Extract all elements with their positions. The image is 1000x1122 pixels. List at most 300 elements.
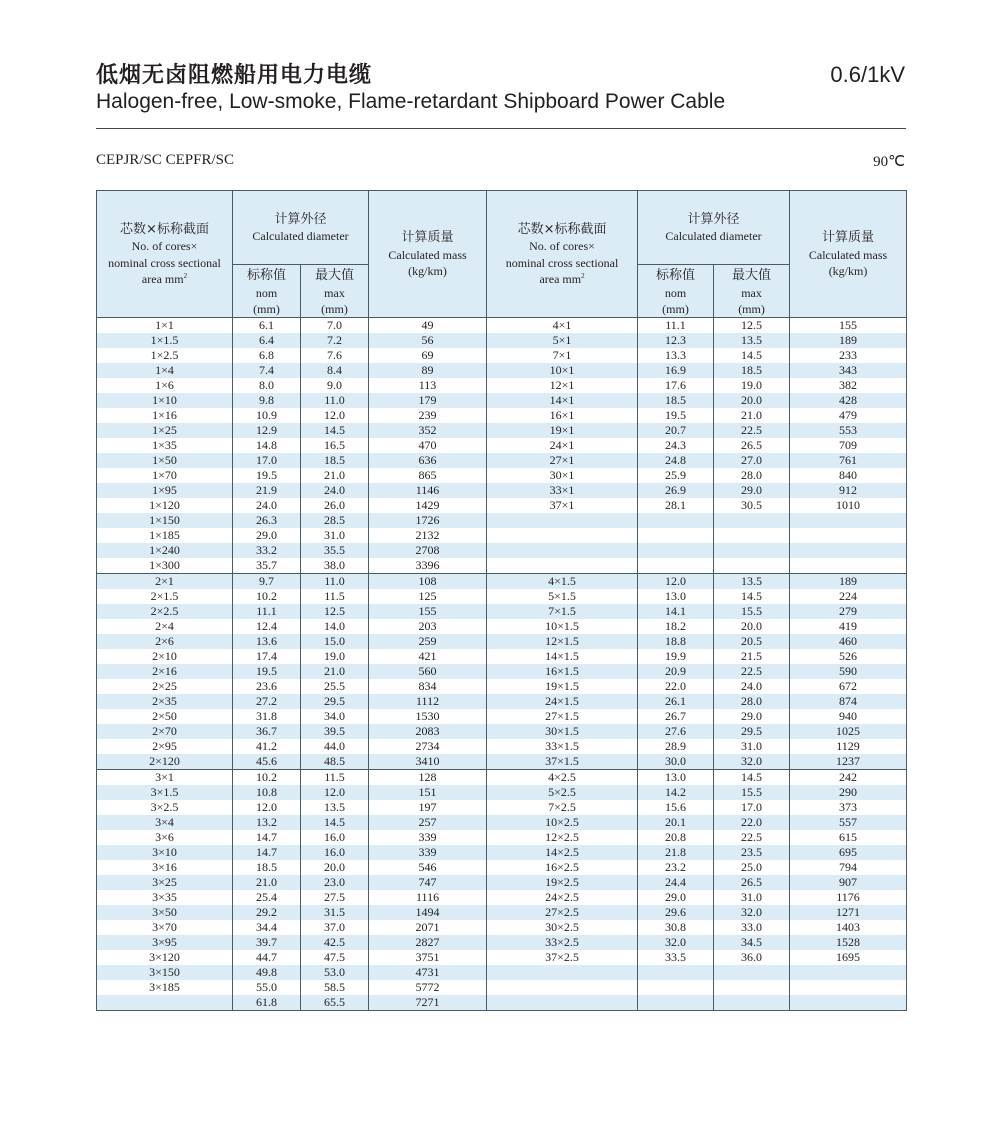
cell-cores-right: 16×1.5 — [487, 664, 638, 679]
cell-cores-left: 1×10 — [97, 393, 233, 408]
cell-nom-left: 12.9 — [233, 423, 301, 438]
cell-cores-left: 3×4 — [97, 815, 233, 830]
cell-mass-left: 1112 — [369, 694, 487, 709]
cell-mass-right: 419 — [790, 619, 907, 634]
cell-cores-right: 10×2.5 — [487, 815, 638, 830]
cell-cores-right: 16×1 — [487, 408, 638, 423]
cell-nom-left: 21.9 — [233, 483, 301, 498]
cell-nom-left: 39.7 — [233, 935, 301, 950]
cell-cores-left: 3×6 — [97, 830, 233, 845]
cell-nom-right — [638, 558, 714, 574]
cell-max-left: 12.0 — [301, 408, 369, 423]
cell-mass-right: 1237 — [790, 754, 907, 770]
cell-nom-right: 19.9 — [638, 649, 714, 664]
cell-mass-left: 636 — [369, 453, 487, 468]
cell-cores-right: 5×1.5 — [487, 589, 638, 604]
cell-nom-left: 17.0 — [233, 453, 301, 468]
cell-mass-right: 526 — [790, 649, 907, 664]
cell-nom-right: 21.8 — [638, 845, 714, 860]
cell-max-right — [714, 543, 790, 558]
cell-cores-left: 1×50 — [97, 453, 233, 468]
cell-mass-right: 615 — [790, 830, 907, 845]
cell-cores-left: 3×50 — [97, 905, 233, 920]
cell-max-right: 33.0 — [714, 920, 790, 935]
table-row — [97, 438, 907, 453]
cell-cores-left: 3×10 — [97, 845, 233, 860]
table-row — [97, 634, 907, 649]
table-row — [97, 830, 907, 845]
cell-nom-right: 13.3 — [638, 348, 714, 363]
cell-max-right: 18.5 — [714, 363, 790, 378]
cell-mass-left: 49 — [369, 317, 487, 333]
cell-cores-left: 1×1 — [97, 317, 233, 333]
cell-max-right: 25.0 — [714, 860, 790, 875]
cell-nom-left: 45.6 — [233, 754, 301, 770]
cell-max-left: 11.5 — [301, 769, 369, 785]
header-mass-left: 计算质量 Calculated mass (kg/km) — [369, 191, 487, 318]
cell-cores-left: 3×150 — [97, 965, 233, 980]
cell-mass-right — [790, 543, 907, 558]
cell-max-left: 26.0 — [301, 498, 369, 513]
table-row — [97, 995, 907, 1011]
cell-nom-left: 31.8 — [233, 709, 301, 724]
cell-mass-left: 108 — [369, 573, 487, 589]
cell-mass-right — [790, 513, 907, 528]
cell-mass-left: 2083 — [369, 724, 487, 739]
cell-cores-right — [487, 543, 638, 558]
cell-mass-left: 125 — [369, 589, 487, 604]
cell-max-left: 14.5 — [301, 815, 369, 830]
cell-cores-right: 27×1 — [487, 453, 638, 468]
cell-max-right: 20.0 — [714, 619, 790, 634]
cell-max-left: 27.5 — [301, 890, 369, 905]
cell-nom-left: 10.8 — [233, 785, 301, 800]
cell-nom-left: 14.7 — [233, 830, 301, 845]
cell-mass-right: 1271 — [790, 905, 907, 920]
cell-mass-right: 907 — [790, 875, 907, 890]
cell-max-left: 31.0 — [301, 528, 369, 543]
table-row — [97, 920, 907, 935]
cell-max-right: 28.0 — [714, 694, 790, 709]
cell-mass-right: 590 — [790, 664, 907, 679]
cell-max-left: 24.0 — [301, 483, 369, 498]
cell-mass-right: 382 — [790, 378, 907, 393]
cell-max-left: 9.0 — [301, 378, 369, 393]
cell-mass-left: 4731 — [369, 965, 487, 980]
cell-cores-right: 12×1 — [487, 378, 638, 393]
cell-max-left: 42.5 — [301, 935, 369, 950]
table-row — [97, 739, 907, 754]
cell-cores-right: 24×1 — [487, 438, 638, 453]
cell-cores-right: 33×2.5 — [487, 935, 638, 950]
cell-nom-left: 14.7 — [233, 845, 301, 860]
cell-max-right — [714, 528, 790, 543]
cell-nom-right: 22.0 — [638, 679, 714, 694]
voltage-rating: 0.6/1kV — [830, 62, 905, 87]
table-row — [97, 483, 907, 498]
cell-max-left: 7.2 — [301, 333, 369, 348]
cell-max-left: 58.5 — [301, 980, 369, 995]
cell-nom-right: 30.8 — [638, 920, 714, 935]
table-row — [97, 528, 907, 543]
table-row — [97, 754, 907, 770]
cell-mass-right: 233 — [790, 348, 907, 363]
cell-max-left: 53.0 — [301, 965, 369, 980]
cell-mass-left: 1429 — [369, 498, 487, 513]
cell-cores-right: 12×1.5 — [487, 634, 638, 649]
cell-cores-left: 1×120 — [97, 498, 233, 513]
cell-mass-left: 89 — [369, 363, 487, 378]
cell-mass-right: 840 — [790, 468, 907, 483]
table-row — [97, 589, 907, 604]
cell-cores-right: 16×2.5 — [487, 860, 638, 875]
table-row — [97, 498, 907, 513]
cell-nom-left: 13.6 — [233, 634, 301, 649]
cell-cores-left: 1×35 — [97, 438, 233, 453]
cell-nom-left: 49.8 — [233, 965, 301, 980]
cell-nom-right: 14.2 — [638, 785, 714, 800]
cell-cores-left: 3×1 — [97, 769, 233, 785]
cell-cores-right: 33×1 — [487, 483, 638, 498]
cell-nom-left: 21.0 — [233, 875, 301, 890]
cell-nom-left: 8.0 — [233, 378, 301, 393]
table-row — [97, 408, 907, 423]
cell-max-left: 15.0 — [301, 634, 369, 649]
cell-mass-right: 155 — [790, 317, 907, 333]
cell-mass-right: 279 — [790, 604, 907, 619]
cell-max-left: 34.0 — [301, 709, 369, 724]
cell-cores-right: 37×2.5 — [487, 950, 638, 965]
cell-cores-left: 2×95 — [97, 739, 233, 754]
cell-mass-left: 1530 — [369, 709, 487, 724]
cell-cores-left: 3×95 — [97, 935, 233, 950]
cell-nom-right: 26.9 — [638, 483, 714, 498]
cell-nom-left: 10.2 — [233, 769, 301, 785]
table-row — [97, 363, 907, 378]
cell-cores-left: 2×120 — [97, 754, 233, 770]
cell-nom-left: 7.4 — [233, 363, 301, 378]
cell-mass-right: 1176 — [790, 890, 907, 905]
page-title-en: Halogen-free, Low-smoke, Flame-retardant Shipboard Power Cable — [96, 90, 726, 113]
cell-max-left: 13.5 — [301, 800, 369, 815]
spec-table — [96, 190, 907, 1011]
cell-cores-right: 5×2.5 — [487, 785, 638, 800]
cell-nom-right — [638, 543, 714, 558]
cell-max-right: 26.5 — [714, 438, 790, 453]
cell-cores-right — [487, 965, 638, 980]
cell-nom-right: 11.1 — [638, 317, 714, 333]
table-row — [97, 980, 907, 995]
cell-max-left: 65.5 — [301, 995, 369, 1011]
cell-max-left: 16.5 — [301, 438, 369, 453]
cell-cores-left: 3×16 — [97, 860, 233, 875]
cell-mass-right: 557 — [790, 815, 907, 830]
cell-max-right: 36.0 — [714, 950, 790, 965]
cell-max-right: 32.0 — [714, 905, 790, 920]
cell-nom-right: 12.3 — [638, 333, 714, 348]
cell-mass-right: 479 — [790, 408, 907, 423]
cell-max-right: 22.5 — [714, 423, 790, 438]
cell-max-left: 35.5 — [301, 543, 369, 558]
table-row — [97, 423, 907, 438]
cell-max-left: 23.0 — [301, 875, 369, 890]
cell-cores-left: 1×2.5 — [97, 348, 233, 363]
cell-cores-right: 24×1.5 — [487, 694, 638, 709]
cell-nom-left: 13.2 — [233, 815, 301, 830]
cell-max-right: 30.5 — [714, 498, 790, 513]
cell-mass-right: 242 — [790, 769, 907, 785]
cell-max-left: 7.0 — [301, 317, 369, 333]
cell-cores-left: 1×70 — [97, 468, 233, 483]
header-diameter-right: 计算外径 Calculated diameter — [638, 191, 790, 265]
cell-cores-right: 19×1 — [487, 423, 638, 438]
cell-max-right: 13.5 — [714, 573, 790, 589]
cell-max-left: 14.0 — [301, 619, 369, 634]
cell-cores-right: 33×1.5 — [487, 739, 638, 754]
cell-max-left: 16.0 — [301, 830, 369, 845]
cell-nom-right — [638, 513, 714, 528]
table-row — [97, 378, 907, 393]
cell-cores-right: 37×1.5 — [487, 754, 638, 770]
cell-cores-left: 2×4 — [97, 619, 233, 634]
cell-cores-left: 1×4 — [97, 363, 233, 378]
cell-cores-right: 30×2.5 — [487, 920, 638, 935]
cell-nom-left: 24.0 — [233, 498, 301, 513]
cell-mass-left: 197 — [369, 800, 487, 815]
table-row — [97, 800, 907, 815]
cell-cores-left: 1×300 — [97, 558, 233, 574]
cell-cores-right: 7×2.5 — [487, 800, 638, 815]
cell-cores-left: 3×70 — [97, 920, 233, 935]
table-row — [97, 950, 907, 965]
cell-nom-right: 24.4 — [638, 875, 714, 890]
cell-mass-right: 1528 — [790, 935, 907, 950]
cell-nom-right: 28.1 — [638, 498, 714, 513]
cell-cores-right: 30×1 — [487, 468, 638, 483]
cell-mass-right: 1025 — [790, 724, 907, 739]
cell-nom-left: 61.8 — [233, 995, 301, 1011]
cell-max-left: 16.0 — [301, 845, 369, 860]
table-row — [97, 890, 907, 905]
cell-mass-left: 239 — [369, 408, 487, 423]
table-row — [97, 905, 907, 920]
cell-nom-left: 36.7 — [233, 724, 301, 739]
cell-mass-left: 69 — [369, 348, 487, 363]
cell-max-right — [714, 513, 790, 528]
cell-mass-right: 460 — [790, 634, 907, 649]
cell-mass-right: 189 — [790, 573, 907, 589]
cell-cores-right: 19×1.5 — [487, 679, 638, 694]
cell-max-left: 38.0 — [301, 558, 369, 574]
cell-mass-left: 834 — [369, 679, 487, 694]
cell-nom-right: 24.8 — [638, 453, 714, 468]
cell-max-right: 15.5 — [714, 785, 790, 800]
cell-max-left: 11.5 — [301, 589, 369, 604]
cell-cores-left — [97, 995, 233, 1011]
cell-max-left: 21.0 — [301, 664, 369, 679]
cell-max-right: 20.5 — [714, 634, 790, 649]
cell-nom-right: 20.7 — [638, 423, 714, 438]
cell-mass-left: 747 — [369, 875, 487, 890]
cell-nom-right: 24.3 — [638, 438, 714, 453]
cable-model: CEPJR/SC CEPFR/SC — [96, 152, 234, 168]
cell-cores-right — [487, 980, 638, 995]
cell-max-right: 24.0 — [714, 679, 790, 694]
table-row — [97, 573, 907, 589]
header-diameter-left: 计算外径 Calculated diameter — [233, 191, 369, 265]
cell-nom-right: 18.8 — [638, 634, 714, 649]
cell-max-left: 8.4 — [301, 363, 369, 378]
table-row — [97, 785, 907, 800]
cell-mass-left: 7271 — [369, 995, 487, 1011]
cell-nom-right: 18.5 — [638, 393, 714, 408]
cell-max-right: 31.0 — [714, 739, 790, 754]
cell-nom-right: 32.0 — [638, 935, 714, 950]
cell-max-right: 12.5 — [714, 317, 790, 333]
cell-mass-right: 189 — [790, 333, 907, 348]
cell-cores-right: 10×1 — [487, 363, 638, 378]
cell-mass-left: 2071 — [369, 920, 487, 935]
cell-mass-left: 3396 — [369, 558, 487, 574]
cell-nom-left: 9.7 — [233, 573, 301, 589]
cell-max-left: 11.0 — [301, 573, 369, 589]
cell-cores-left: 1×95 — [97, 483, 233, 498]
cell-max-right — [714, 995, 790, 1011]
cell-nom-left: 26.3 — [233, 513, 301, 528]
cell-cores-right: 27×2.5 — [487, 905, 638, 920]
table-row — [97, 694, 907, 709]
cell-nom-left: 19.5 — [233, 664, 301, 679]
cell-nom-left: 12.0 — [233, 800, 301, 815]
cell-cores-right: 7×1.5 — [487, 604, 638, 619]
cell-max-left: 14.5 — [301, 423, 369, 438]
cell-cores-left: 2×2.5 — [97, 604, 233, 619]
cell-mass-left: 257 — [369, 815, 487, 830]
cell-max-left: 7.6 — [301, 348, 369, 363]
cell-nom-right: 13.0 — [638, 769, 714, 785]
cell-cores-left: 2×70 — [97, 724, 233, 739]
cell-nom-left: 55.0 — [233, 980, 301, 995]
cell-nom-right: 28.9 — [638, 739, 714, 754]
cell-max-right: 22.5 — [714, 830, 790, 845]
cell-max-right: 32.0 — [714, 754, 790, 770]
cell-mass-left: 1146 — [369, 483, 487, 498]
cell-nom-right: 15.6 — [638, 800, 714, 815]
header-cores-right: 芯数×标称截面 No. of cores× nominal cross sectional area $mm^2$ — [487, 191, 638, 318]
cell-nom-right: 20.9 — [638, 664, 714, 679]
cell-cores-right: 19×2.5 — [487, 875, 638, 890]
cell-nom-left: 11.1 — [233, 604, 301, 619]
cell-nom-left: 17.4 — [233, 649, 301, 664]
cell-cores-right: 37×1 — [487, 498, 638, 513]
cell-cores-left: 2×1 — [97, 573, 233, 589]
cell-cores-right — [487, 558, 638, 574]
cell-nom-left: 12.4 — [233, 619, 301, 634]
cell-mass-right: 428 — [790, 393, 907, 408]
header-max-left: 最大值 max (mm) — [301, 265, 369, 318]
cell-nom-right: 17.6 — [638, 378, 714, 393]
cell-nom-right: 14.1 — [638, 604, 714, 619]
cell-mass-left: 546 — [369, 860, 487, 875]
cell-mass-right: 373 — [790, 800, 907, 815]
cell-mass-right — [790, 558, 907, 574]
cell-cores-left: 2×1.5 — [97, 589, 233, 604]
cell-nom-left: 44.7 — [233, 950, 301, 965]
table-row — [97, 604, 907, 619]
cell-mass-right — [790, 528, 907, 543]
cell-nom-left: 19.5 — [233, 468, 301, 483]
table-row — [97, 558, 907, 574]
header-max-right: 最大值 max (mm) — [714, 265, 790, 318]
cell-mass-left: 470 — [369, 438, 487, 453]
cell-cores-left: 2×50 — [97, 709, 233, 724]
cell-nom-right: 26.7 — [638, 709, 714, 724]
cell-cores-left: 3×120 — [97, 950, 233, 965]
cell-nom-left: 29.2 — [233, 905, 301, 920]
cell-cores-left: 3×1.5 — [97, 785, 233, 800]
cell-mass-left: 339 — [369, 845, 487, 860]
cell-nom-right: 20.1 — [638, 815, 714, 830]
cell-max-right: 21.0 — [714, 408, 790, 423]
cell-nom-left: 23.6 — [233, 679, 301, 694]
table-row — [97, 860, 907, 875]
cell-nom-left: 6.8 — [233, 348, 301, 363]
cell-cores-right: 27×1.5 — [487, 709, 638, 724]
cell-cores-left: 2×25 — [97, 679, 233, 694]
cell-mass-right — [790, 980, 907, 995]
cell-max-left: 12.0 — [301, 785, 369, 800]
cell-cores-right: 24×2.5 — [487, 890, 638, 905]
cell-mass-right: 1695 — [790, 950, 907, 965]
cell-max-right: 22.5 — [714, 664, 790, 679]
cell-max-right: 22.0 — [714, 815, 790, 830]
cell-mass-left: 5772 — [369, 980, 487, 995]
cell-mass-right: 874 — [790, 694, 907, 709]
cell-cores-right: 30×1.5 — [487, 724, 638, 739]
cell-nom-left: 29.0 — [233, 528, 301, 543]
cell-max-left: 28.5 — [301, 513, 369, 528]
cell-mass-left: 560 — [369, 664, 487, 679]
table-row — [97, 333, 907, 348]
cell-mass-left: 151 — [369, 785, 487, 800]
cell-nom-right: 19.5 — [638, 408, 714, 423]
table-row — [97, 513, 907, 528]
cell-mass-right: 224 — [790, 589, 907, 604]
cell-mass-left: 3751 — [369, 950, 487, 965]
cell-mass-left: 352 — [369, 423, 487, 438]
table-row — [97, 619, 907, 634]
cell-mass-left: 3410 — [369, 754, 487, 770]
cell-nom-right: 13.0 — [638, 589, 714, 604]
table-row — [97, 468, 907, 483]
table-row — [97, 875, 907, 890]
table-row — [97, 649, 907, 664]
cell-cores-left: 2×16 — [97, 664, 233, 679]
cell-mass-right — [790, 995, 907, 1011]
cell-max-left: 39.5 — [301, 724, 369, 739]
cell-mass-right: 709 — [790, 438, 907, 453]
cell-nom-right — [638, 995, 714, 1011]
table-row — [97, 453, 907, 468]
table-row — [97, 965, 907, 980]
cell-max-right: 21.5 — [714, 649, 790, 664]
cell-nom-right: 18.2 — [638, 619, 714, 634]
cell-mass-right: 761 — [790, 453, 907, 468]
table-row — [97, 317, 907, 333]
cell-max-left: 18.5 — [301, 453, 369, 468]
cell-nom-left: 27.2 — [233, 694, 301, 709]
cell-mass-left: 1116 — [369, 890, 487, 905]
